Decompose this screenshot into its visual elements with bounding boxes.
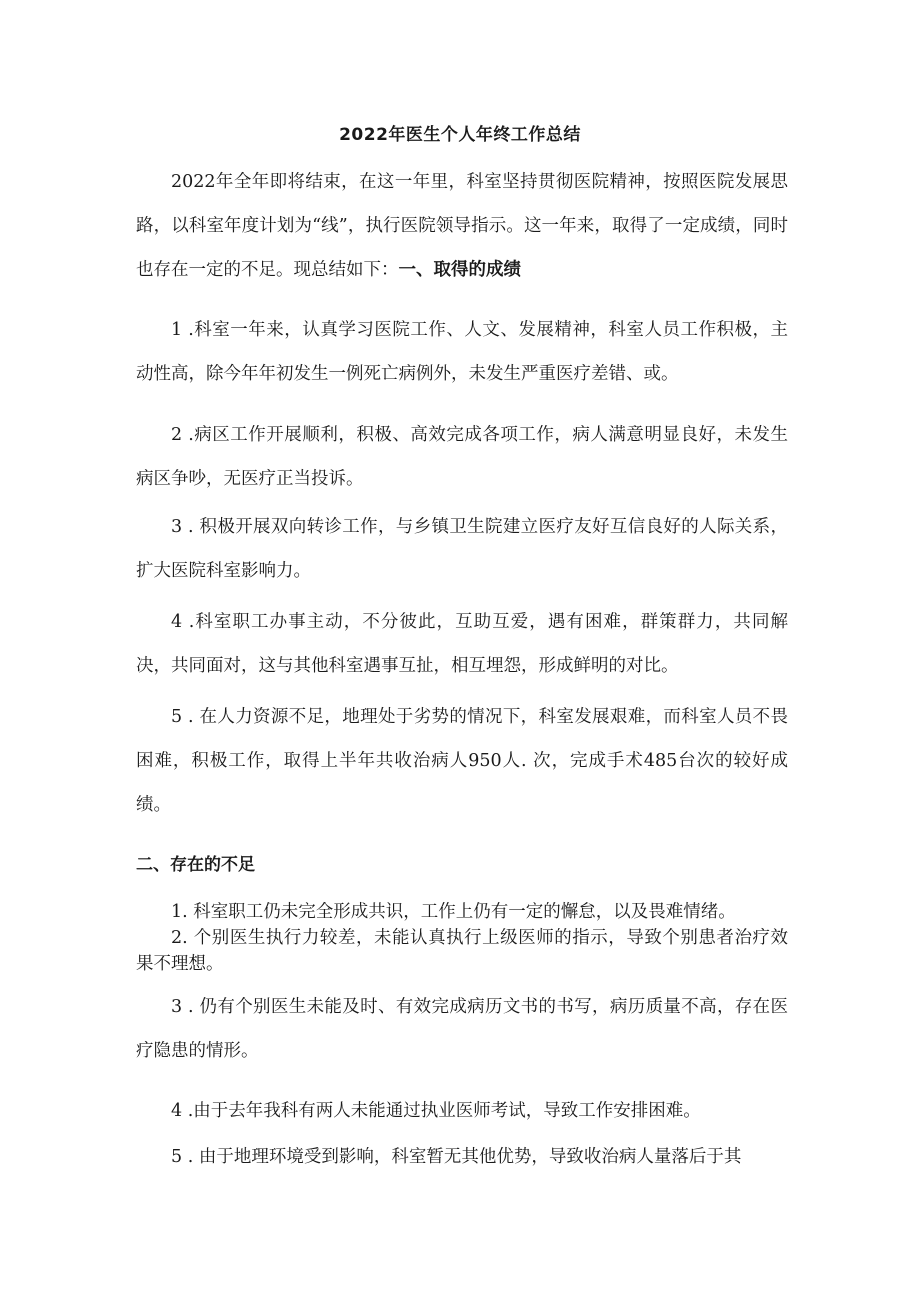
intro-paragraph [136, 160, 788, 292]
intro-text: 2022年全年即将结束，在这一年里，科室坚持贯彻医院精神，按照医院发展思路，以科室年度计划为“线”，执行医院领导指示。这一年来，取得了一定成绩，同时也存在一定的不足。现总结如下： [136, 172, 788, 280]
shortcoming-item-2: 2. 个别医生执行力较差，未能认真执行上级医师的指示，导致个别患者治疗效果不理想。 [136, 928, 788, 974]
shortcoming-item-4: 4 .由于去年我科有两人未能通过执业医师考试，导致工作安排困难。 [171, 1101, 701, 1121]
shortcoming-item-3: 3 . 仍有个别医生未能及时、有效完成病历文书的书写，病历质量不高，存在医疗隐患的情形。 [136, 997, 788, 1061]
achievement-item-1: 1 .科室一年来，认真学习医院工作、人文、发展精神，科室人员工作积极，主动性高，除今年年初发生一例死亡病例外，未发生严重医疗差错、或。 [136, 320, 788, 384]
section2-heading: 二、存在的不足 [136, 855, 255, 875]
section1-heading: 一、取得的成绩 [398, 260, 521, 280]
achievement-item-3: 3 . 积极开展双向转诊工作，与乡镇卫生院建立医疗友好互信良好的人际关系，扩大医院科室影响力。 [136, 517, 788, 581]
shortcoming-item-5: 5 . 由于地理环境受到影响，科室暂无其他优势，导致收治病人量落后于其 [171, 1147, 742, 1167]
document-title: 2022年医生个人年终工作总结 [339, 125, 581, 145]
achievement-item-2: 2 .病区工作开展顺利，积极、高效完成各项工作，病人满意明显良好，未发生病区争吵，无医疗正当投诉。 [136, 425, 788, 489]
shortcoming-item-1: 1. 科室职工仍未完全形成共识，工作上仍有一定的懈怠，以及畏难情绪。 [171, 902, 736, 922]
achievement-item-5: 5 . 在人力资源不足，地理处于劣势的情况下，科室发展艰难，而科室人员不畏困难，积极工作，取得上半年共收治病人950人. 次，完成手术485台次的较好成绩。 [136, 707, 788, 815]
achievement-item-4: 4 .科室职工办事主动，不分彼此，互助互爱，遇有困难，群策群力，共同解决，共同面对，这与其他科室遇事互扯，相互埋怨，形成鲜明的对比。 [136, 612, 788, 676]
